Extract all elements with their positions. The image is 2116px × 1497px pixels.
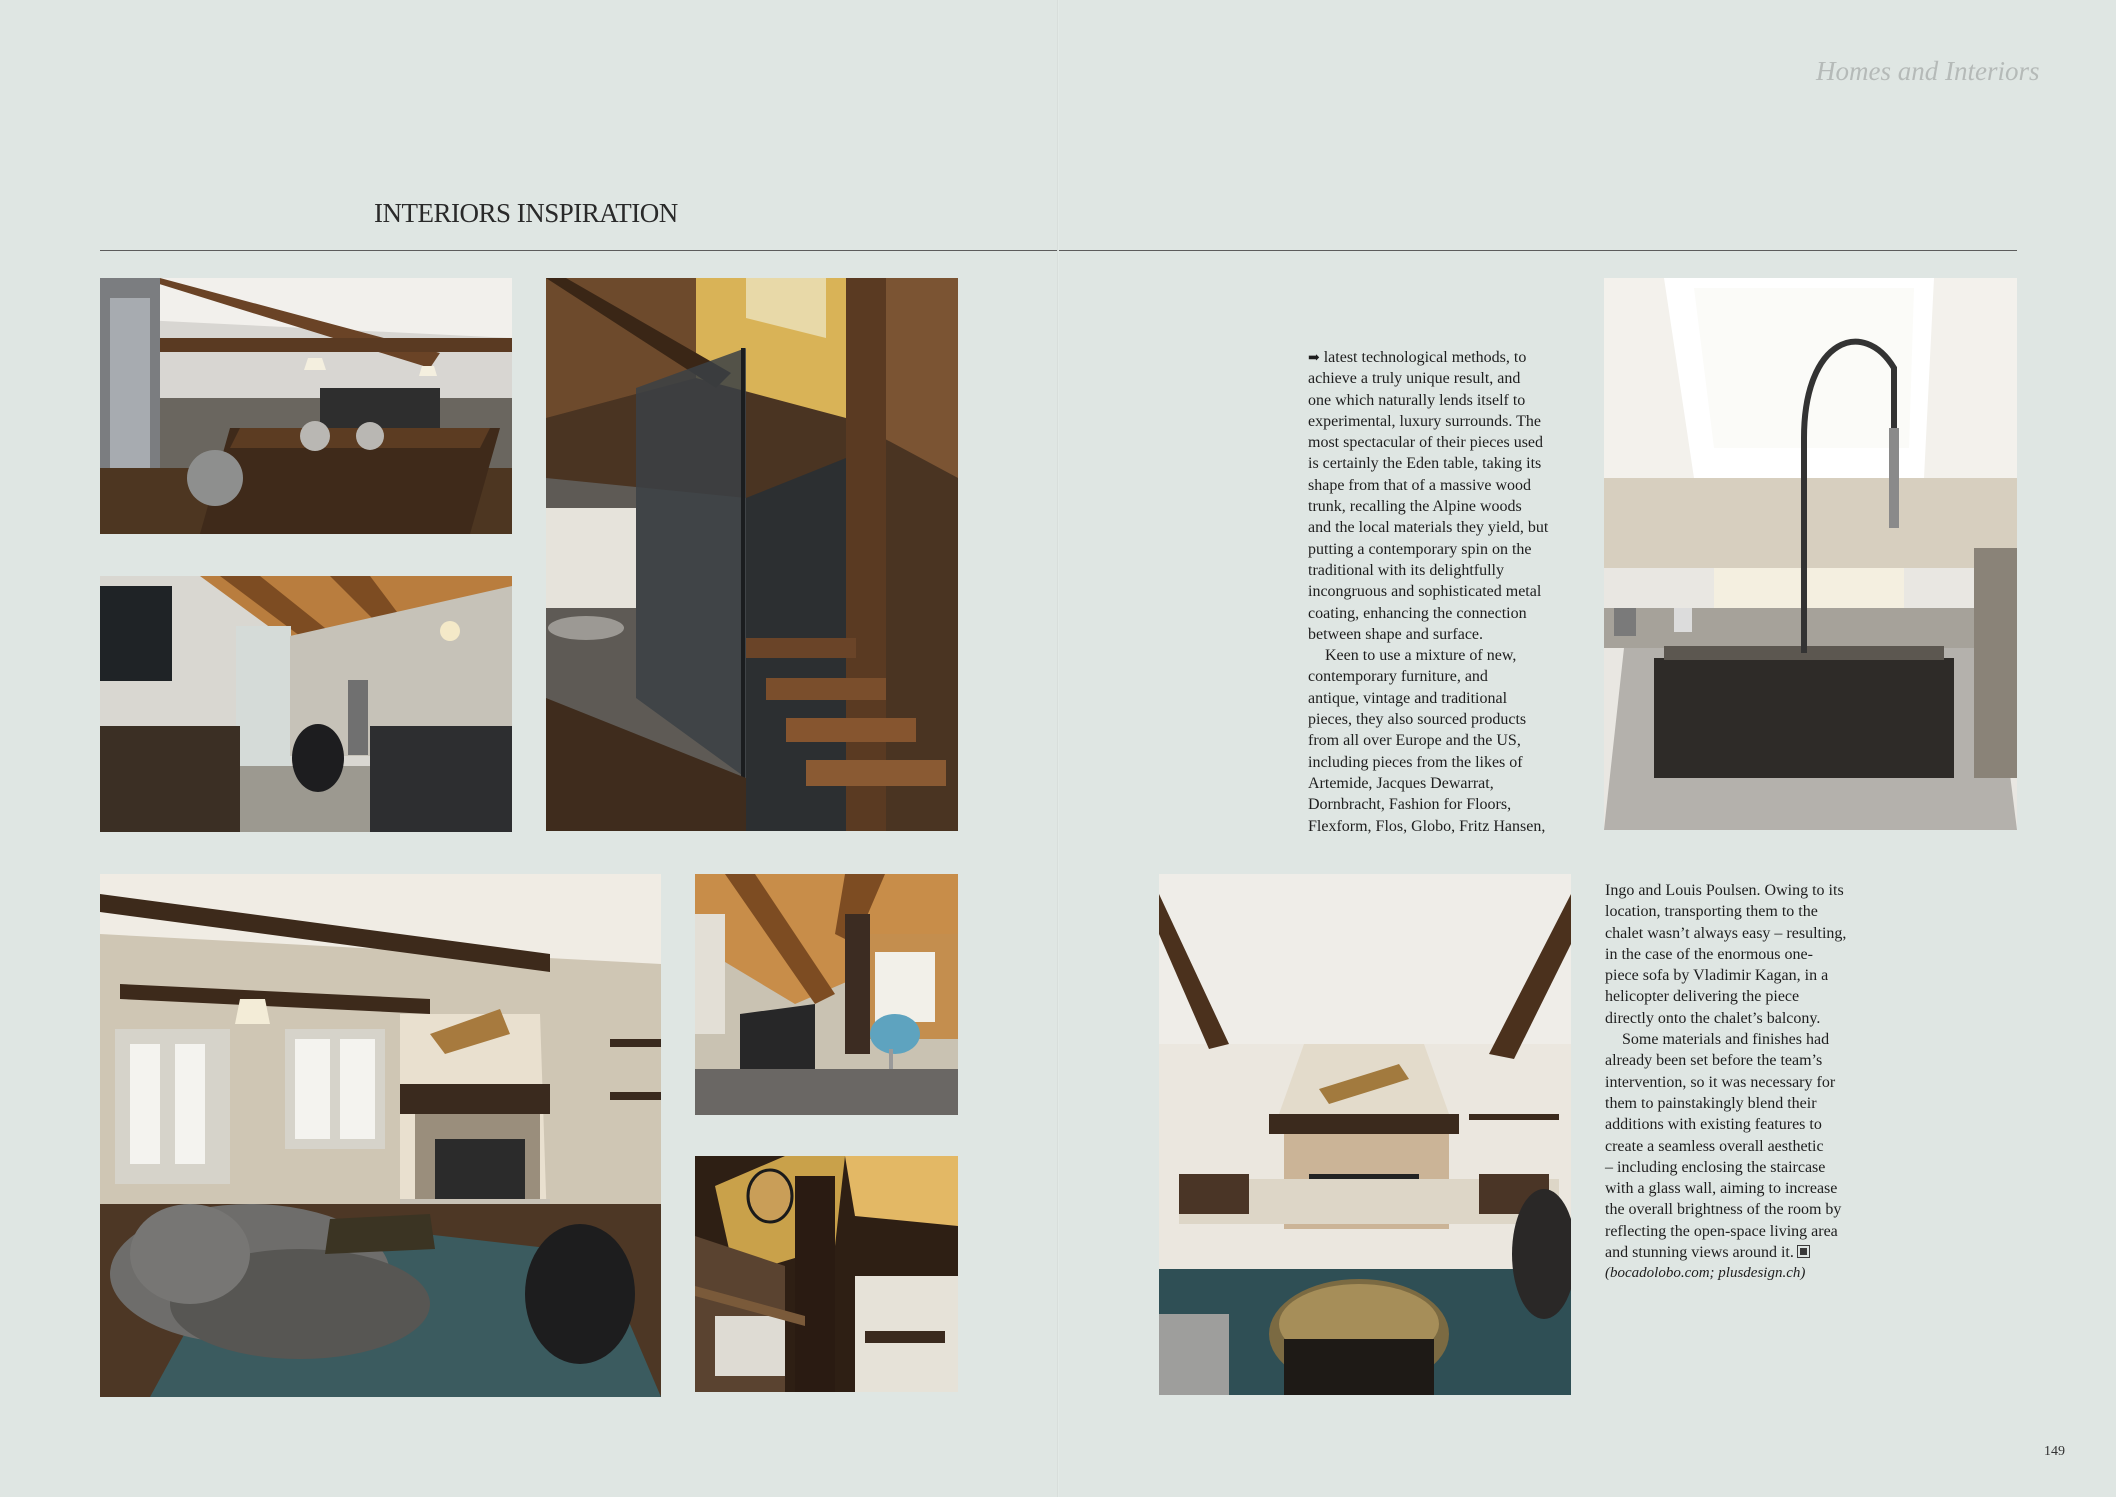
article-line: Some materials and finishes had — [1622, 1031, 1830, 1049]
page-gutter — [1057, 0, 1059, 1497]
article-line: Dornbracht, Fashion for Floors, — [1308, 796, 1512, 814]
article-line: reflecting the open-space living area — [1605, 1222, 1838, 1240]
end-of-article-icon — [1797, 1245, 1810, 1258]
article-line: directly onto the chalet’s balcony. — [1605, 1009, 1821, 1027]
article-line: shape from that of a massive wood — [1308, 476, 1532, 494]
swan-chair-corner-photo — [695, 874, 958, 1115]
staircase-detail-photo — [695, 1156, 958, 1392]
article-line: antique, vintage and traditional — [1308, 689, 1508, 707]
article-line: experimental, luxury surrounds. The — [1308, 412, 1541, 430]
article-line: location, transporting them to the — [1605, 903, 1818, 921]
article-line: piece sofa by Vladimir Kagan, in a — [1605, 967, 1829, 985]
article-line: trunk, recalling the Alpine woods — [1308, 498, 1522, 516]
lounge-photo — [100, 576, 512, 832]
article-line: – including enclosing the staircase — [1605, 1158, 1826, 1176]
fireplace-photo — [1159, 874, 1571, 1395]
page-number: 149 — [2044, 1444, 2065, 1459]
article-line: them to painstakingly blend their — [1605, 1094, 1817, 1112]
article-line: Artemide, Jacques Dewarrat, — [1308, 774, 1494, 792]
article-line: is certainly the Eden table, taking its — [1308, 455, 1542, 473]
article-line: the overall brightness of the room by — [1605, 1201, 1842, 1219]
article-line: already been set before the team’s — [1605, 1052, 1823, 1070]
glass-staircase-photo — [546, 278, 958, 831]
running-head: Homes and Interiors — [1816, 56, 2040, 86]
article-line: intervention, so it was necessary for — [1605, 1073, 1836, 1091]
article-line: achieve a truly unique result, and — [1308, 370, 1521, 388]
article-line: create a seamless overall aesthetic — [1605, 1137, 1824, 1155]
article-line: incongruous and sophisticated metal — [1308, 583, 1542, 601]
article-text: and stunning views around it. — [1605, 1244, 1794, 1262]
article-line: with a glass wall, aiming to increase — [1605, 1180, 1838, 1198]
photo-credit: (bocadolobo.com; plusdesign.ch) — [1605, 1265, 1806, 1282]
article-column-1 — [1308, 347, 1548, 837]
article-column-2 — [1605, 880, 1846, 1285]
article-line: between shape and surface. — [1308, 625, 1484, 643]
article-line: most spectacular of their pieces used — [1308, 434, 1544, 452]
article-line — [1605, 1242, 1846, 1263]
living-room-photo — [100, 874, 661, 1397]
article-text: latest technological methods, to — [1323, 349, 1527, 366]
article-line — [1308, 347, 1548, 368]
kitchen-skylight-photo — [1604, 278, 2017, 830]
article-line: Ingo and Louis Poulsen. Owing to its — [1605, 882, 1844, 899]
dining-room-photo — [100, 278, 512, 534]
article-line: coating, enhancing the connection — [1308, 604, 1527, 622]
section-title: INTERIORS INSPIRATION — [374, 198, 678, 228]
header-rule-left — [100, 250, 1057, 251]
article-line: helicopter delivering the piece — [1605, 988, 1800, 1006]
continuation-arrow-icon: ➡ — [1308, 351, 1320, 366]
article-line: one which naturally lends itself to — [1308, 391, 1526, 409]
article-line: traditional with its delightfully — [1308, 561, 1504, 579]
article-line: and the local materials they yield, but — [1308, 519, 1549, 537]
article-line: pieces, they also sourced products — [1308, 711, 1527, 729]
article-line: additions with existing features to — [1605, 1116, 1822, 1134]
header-rule-right — [1059, 250, 2017, 251]
article-line: in the case of the enormous one- — [1605, 945, 1813, 963]
article-line: putting a contemporary spin on the — [1308, 540, 1532, 558]
article-line: from all over Europe and the US, — [1308, 732, 1521, 750]
article-line: Flexform, Flos, Globo, Fritz Hansen, — [1308, 817, 1546, 835]
article-line: including pieces from the likes of — [1308, 753, 1523, 771]
article-line: contemporary furniture, and — [1308, 668, 1488, 686]
article-line: chalet wasn’t always easy – resulting, — [1605, 924, 1847, 942]
article-line: Keen to use a mixture of new, — [1325, 647, 1517, 665]
